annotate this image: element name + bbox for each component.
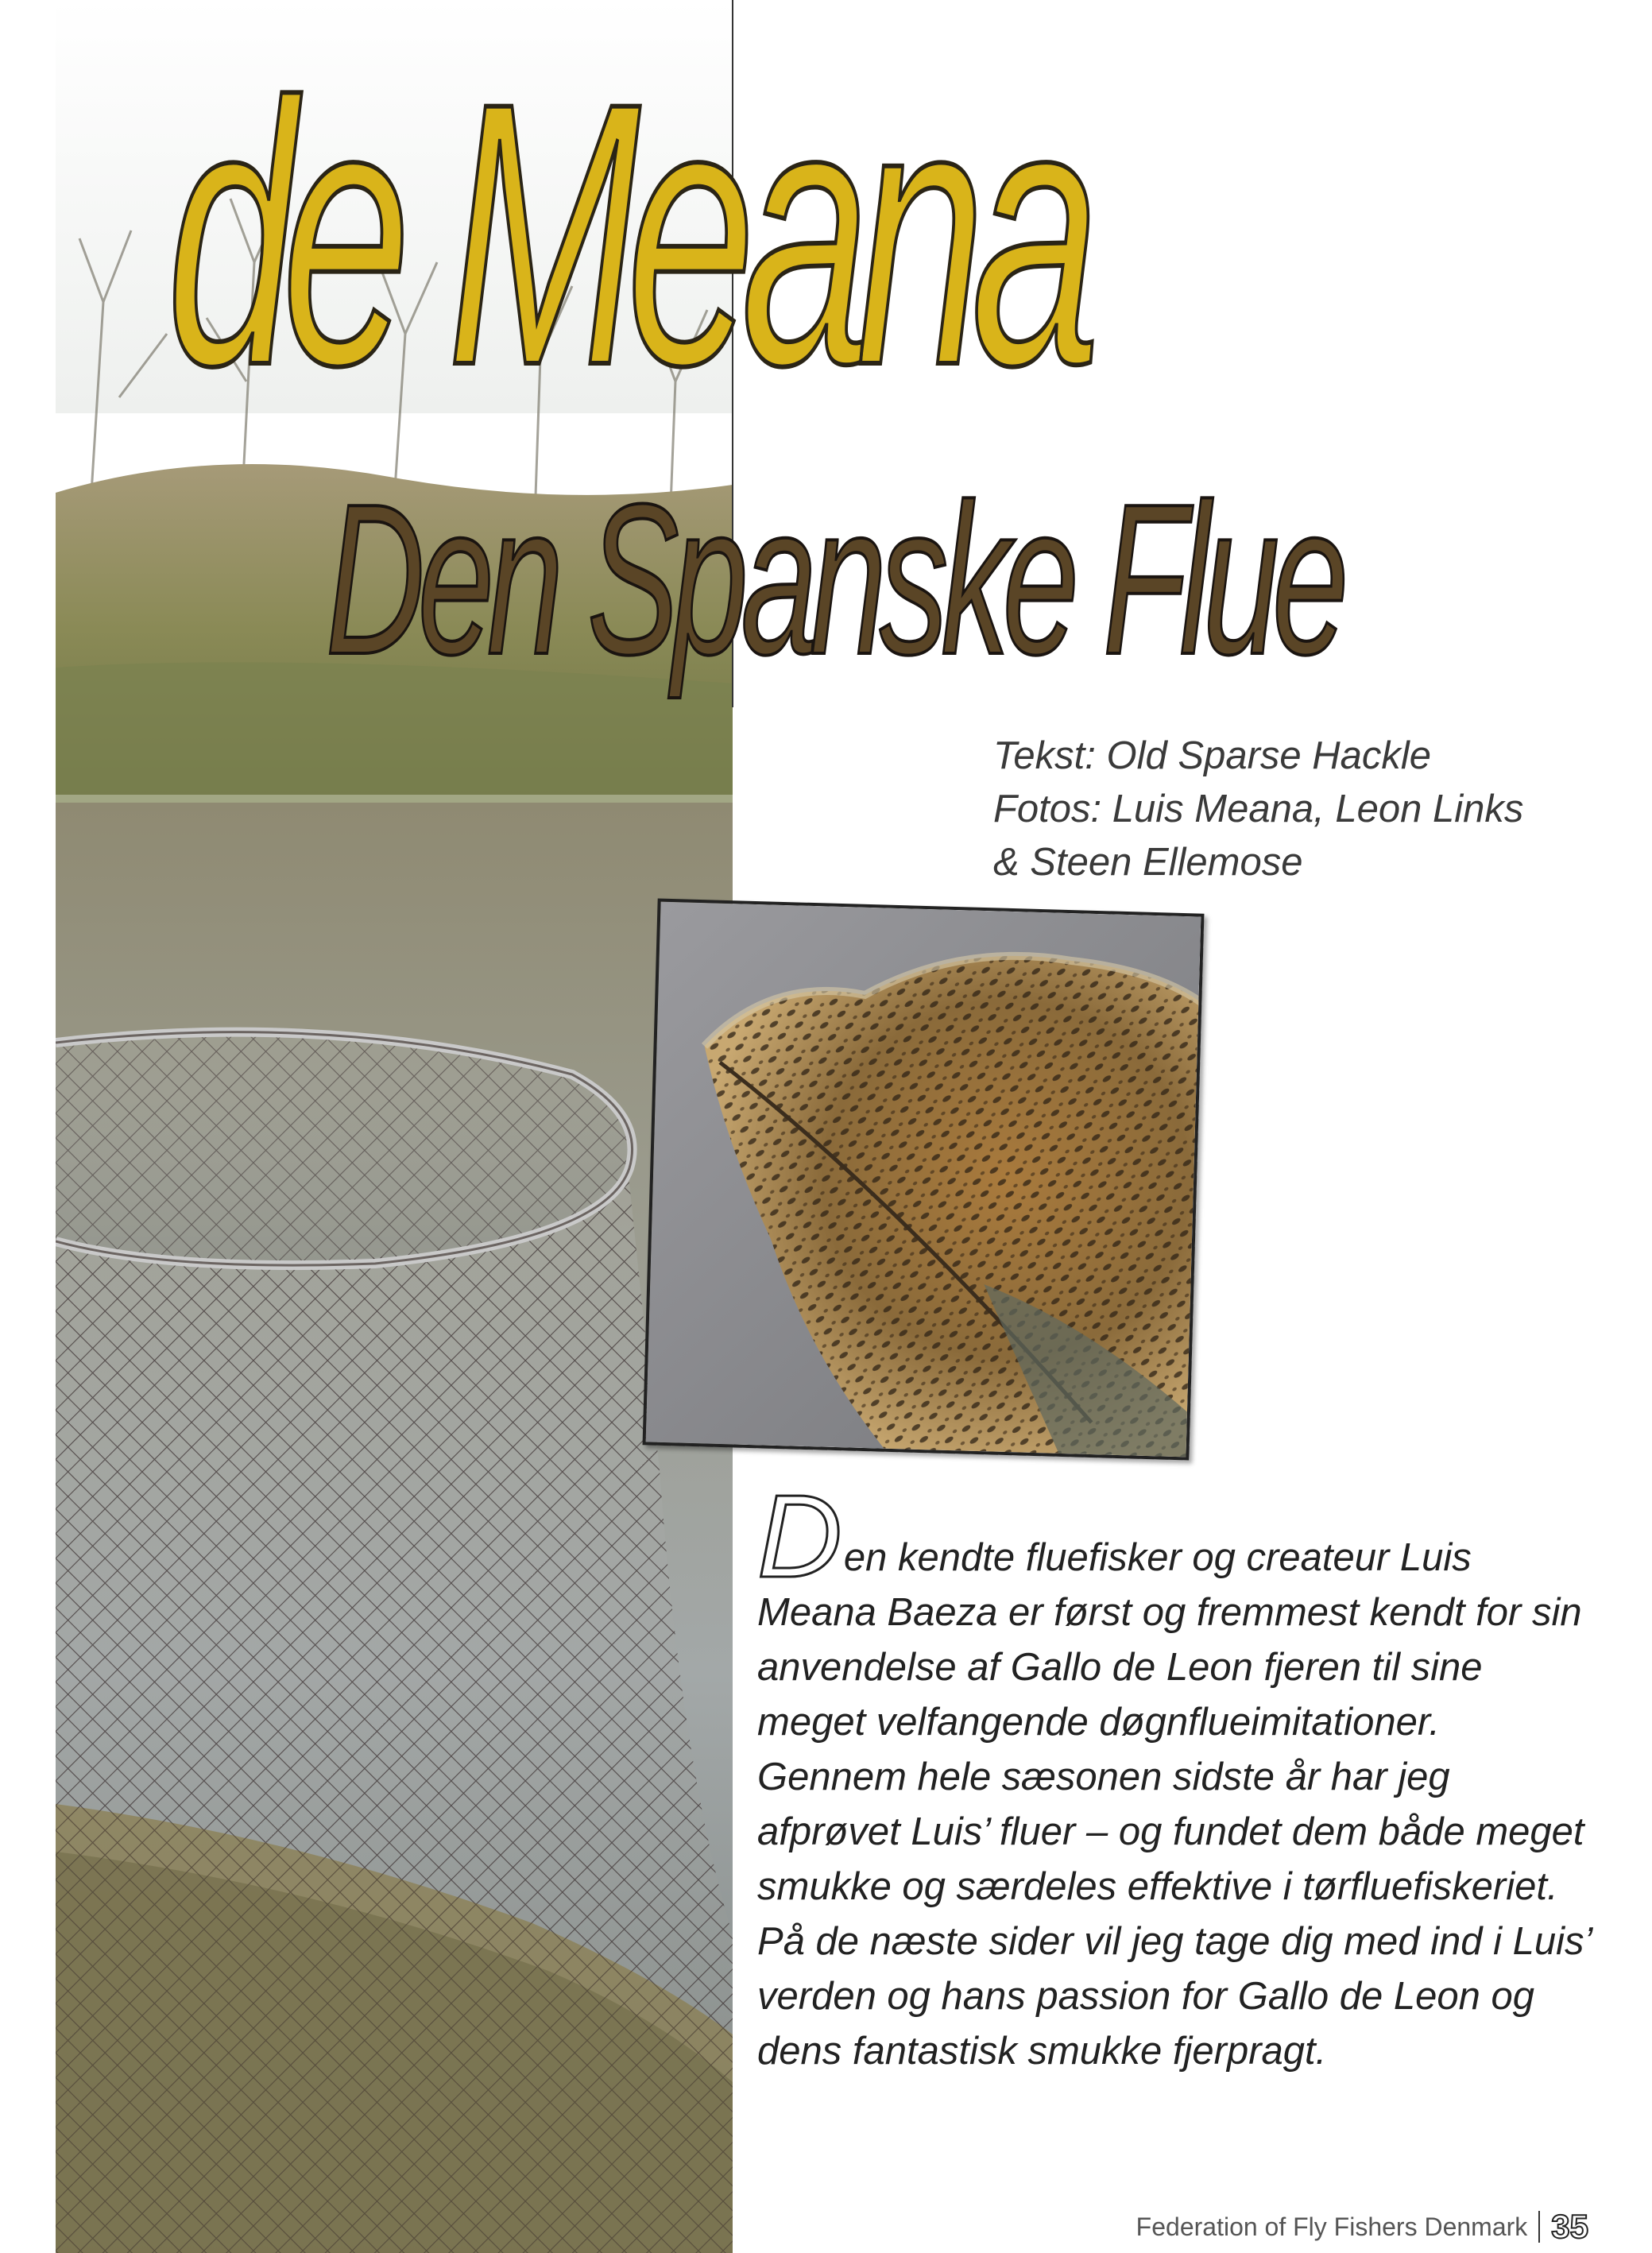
feather-photo (643, 899, 1205, 1461)
credit-text-line: Tekst: Old Sparse Hackle (993, 734, 1432, 777)
article-body (757, 1471, 1600, 2079)
credit-photos-line: Fotos: Luis Meana, Leon Links (993, 788, 1524, 830)
article-title: de Meana (167, 25, 1087, 443)
drop-cap-letter: D (757, 1471, 842, 1602)
article-subtitle: Den Spanske Flue (326, 460, 1342, 699)
body-paragraph-1-text: en kendte fluefisker og createur Luis Meana Baeza er først og fremmest kendt for sin anvendelse af Gallo de Leon fjeren til sine meget velfangende døgnflueimitationer. (757, 1536, 1582, 1744)
page-footer (1136, 2208, 1588, 2246)
footer-separator (1538, 2211, 1540, 2243)
credit-photos-line-2: & Steen Ellemose (993, 841, 1303, 884)
body-paragraph-3: På de næste sider vil jeg tage dig med ind i Luis’ verden og hans passion for Gallo de Leon og dens fantastisk smukke fjerpragt. (757, 1920, 1591, 2073)
footer-organization: Federation of Fly Fishers Denmark (1136, 2212, 1528, 2241)
body-paragraph-1 (757, 1471, 1600, 1750)
page-number: 35 (1551, 2208, 1588, 2245)
article-credits (993, 730, 1613, 889)
body-paragraph-2: Gennem hele sæsonen sidste år har jeg afprøvet Luis’ fluer – og fundet dem både meget smukke og særdeles effektive i tørfluefiskeriet. (757, 1756, 1584, 1908)
